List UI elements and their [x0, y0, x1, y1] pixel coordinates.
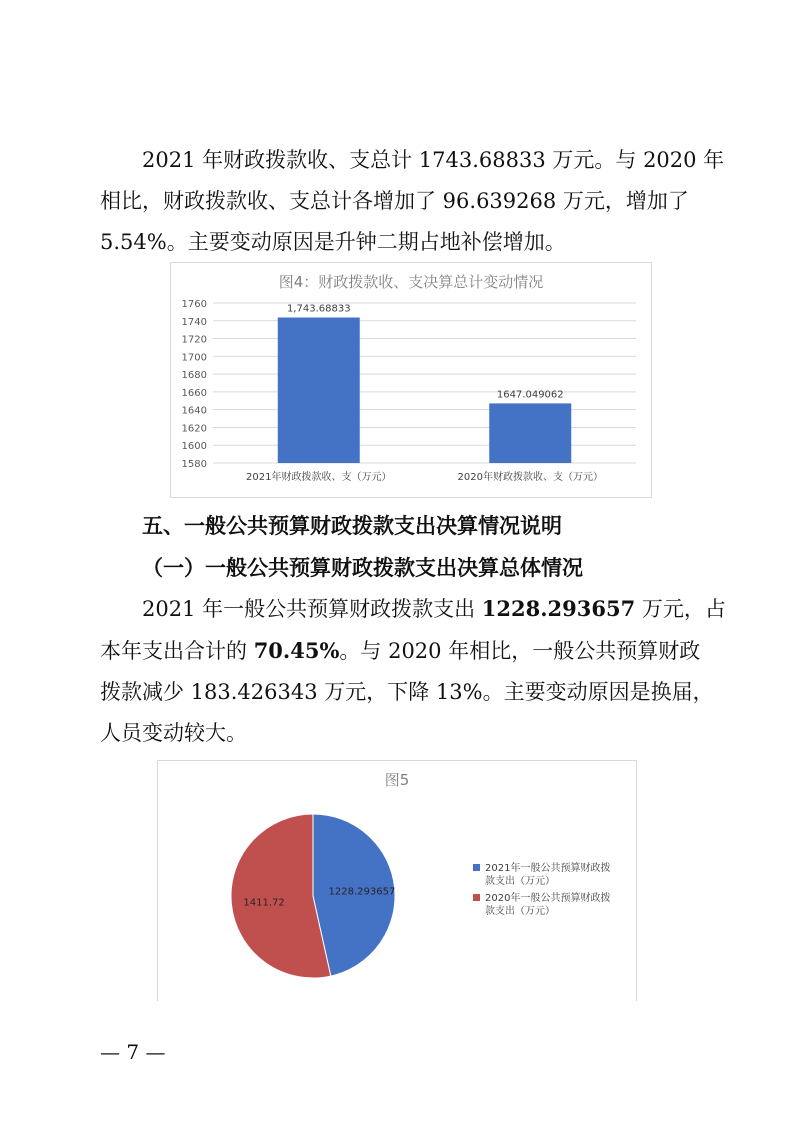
chart-title: 图5 [384, 771, 410, 789]
paragraph-line: 相比，财政拨款收、支总计各增加了 96.639268 万元，增加了 [100, 189, 689, 213]
bar [489, 403, 571, 463]
pie-data-label: 1411.72 [243, 897, 285, 909]
bold-amount: 1228.293657 [481, 596, 636, 621]
x-axis-labels [246, 470, 603, 483]
pie-chart [158, 761, 636, 1001]
y-tick-label: 1600 [181, 441, 207, 453]
paragraph-line [100, 630, 700, 672]
y-tick-label: 1580 [181, 459, 207, 470]
legend-swatch [473, 864, 480, 871]
page-number: — 7 — [100, 1040, 166, 1064]
paragraph-line: 2021 年财政拨款收、支总计 1743.68833 万元。与 2020 年 [142, 148, 725, 172]
pie-data-label: 1228.293657 [328, 886, 396, 898]
subsection-heading: （一）一般公共预算财政拨款支出决算总体情况 [142, 556, 583, 580]
y-tick-label: 1740 [181, 316, 207, 328]
legend-label: 2020年一般公共预算财政拨款支出（万元） [485, 893, 611, 917]
chart-title: 图4：财政拨款收、支决算总计变动情况 [278, 273, 544, 291]
section-heading: 五、一般公共预算财政拨款支出决算情况说明 [142, 514, 562, 538]
bar-data-label: 1,743.68833 [286, 303, 351, 315]
text-run: 万元，占 [635, 597, 726, 621]
y-tick-label: 1620 [181, 423, 207, 435]
paragraph-line [100, 588, 726, 630]
y-tick-label: 1640 [181, 405, 207, 417]
bar [278, 317, 360, 463]
legend-label: 2021年一般公共预算财政拨款支出（万元） [485, 863, 611, 887]
y-tick-label: 1760 [181, 299, 207, 310]
x-category-label: 2021年财政拨款收、支（万元） [246, 472, 392, 483]
legend-swatch [473, 894, 480, 901]
y-tick-label: 1700 [181, 352, 207, 364]
text-run: 本年支出合计的 [100, 639, 254, 663]
chart-legend [473, 861, 610, 917]
bold-percent: 70.45% [253, 638, 340, 663]
text-run: 2021 年一般公共预算财政拨款支出 [142, 597, 482, 621]
bar-data-label: 1647.049062 [496, 389, 564, 401]
bar-chart-container [170, 262, 652, 498]
bar-chart [171, 263, 651, 497]
paragraph-expenditure [100, 588, 726, 754]
paragraph-line: 拨款减少 183.426343 万元，下降 13%。主要变动原因是换届， [100, 680, 714, 704]
x-category-label: 2020年财政拨款收、支（万元） [457, 472, 603, 483]
chart-gridlines [213, 303, 636, 463]
y-tick-label: 1660 [181, 387, 207, 399]
y-tick-label: 1720 [181, 334, 207, 346]
paragraph-line: 人员变动较大。 [100, 721, 247, 745]
paragraph-line: 5.54%。主要变动原因是升钟二期占地补偿增加。 [100, 230, 566, 254]
y-axis-ticks [182, 299, 207, 470]
y-tick-label: 1680 [181, 370, 207, 382]
pie-chart-container [157, 760, 637, 1001]
paragraph-financial-total [100, 140, 725, 263]
text-run: 。与 2020 年相比，一般公共预算财政 [339, 639, 701, 663]
